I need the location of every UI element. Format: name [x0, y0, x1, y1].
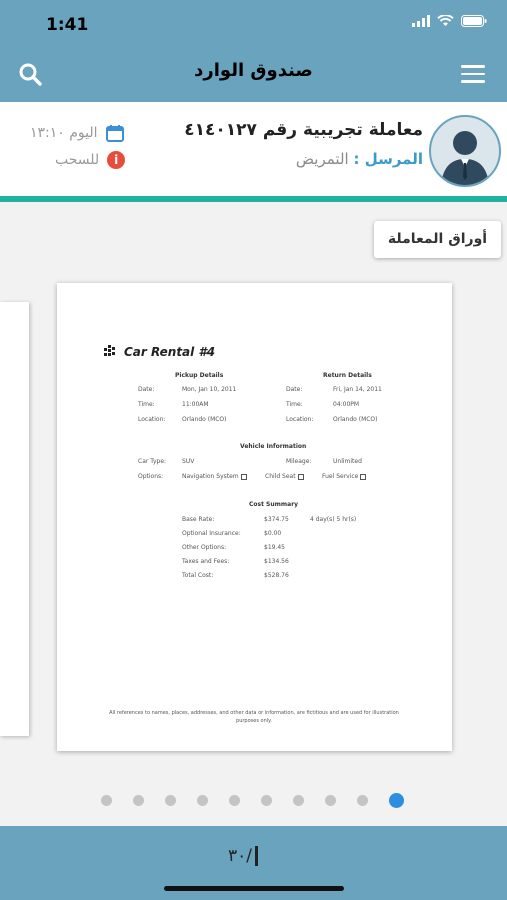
sender-label: المرسل : [353, 150, 423, 168]
pickup-location-label: Location: [138, 416, 166, 423]
taxes-label: Taxes and Fees: [182, 558, 230, 565]
option-navigation: Navigation System [182, 473, 247, 480]
page-dot[interactable] [101, 795, 112, 806]
checkbox-icon [298, 474, 304, 480]
return-location: Orlando (MCO) [333, 416, 378, 423]
status-icons [412, 15, 487, 27]
page-dot[interactable] [261, 795, 272, 806]
pickup-time: 11:00AM [182, 401, 209, 408]
page-dot-active[interactable] [389, 793, 404, 808]
checkbox-icon [241, 474, 247, 480]
page-counter-bar [255, 846, 258, 866]
person-icon [431, 117, 499, 185]
status-time: 1:41 [46, 15, 89, 35]
message-date [30, 124, 124, 142]
page-counter [228, 846, 258, 866]
total-cost-label: Total Cost: [182, 572, 214, 579]
page-dot[interactable] [229, 795, 240, 806]
rental-duration: 4 day(s) 5 hr(s) [310, 516, 357, 523]
wifi-icon [437, 15, 454, 27]
base-rate: $374.75 [264, 516, 289, 523]
mileage: Unlimited [333, 458, 362, 465]
pickup-heading: Pickup Details [175, 372, 224, 379]
insurance-label: Optional Insurance: [182, 530, 241, 537]
return-date: Fri, Jan 14, 2011 [333, 386, 382, 393]
message-status [55, 151, 125, 169]
page-title: صندوق الوارد [194, 60, 313, 81]
calendar-icon [106, 124, 124, 142]
options-label: Options: [138, 473, 164, 480]
sender-avatar [429, 115, 501, 187]
return-location-label: Location: [286, 416, 314, 423]
return-date-label: Date: [286, 386, 303, 393]
pickup-location: Orlando (MCO) [182, 416, 227, 423]
home-indicator[interactable] [164, 886, 344, 891]
cost-heading: Cost Summary [249, 501, 299, 508]
other-options: $19.45 [264, 544, 285, 551]
date-text: اليوم ١٣:١٠ [30, 125, 98, 141]
return-time-label: Time: [286, 401, 303, 408]
vehicle-heading: Vehicle Information [240, 443, 307, 450]
page-dot[interactable] [197, 795, 208, 806]
document-disclaimer: All references to names, places, addresses, and other data or information, are fictitious and are used for illustration purposes only. [109, 710, 399, 724]
total-cost: $528.76 [264, 572, 289, 579]
other-options-label: Other Options: [182, 544, 227, 551]
message-subject[interactable]: معاملة تجريبية رقم ٤١٤٠١٢٧ [184, 120, 423, 140]
transaction-papers-button[interactable]: أوراق المعاملة [374, 221, 501, 258]
car-type-label: Car Type: [138, 458, 167, 465]
sender-row [296, 150, 423, 168]
info-icon: i [107, 151, 125, 169]
page-dot[interactable] [293, 795, 304, 806]
base-rate-label: Base Rate: [182, 516, 215, 523]
mileage-label: Mileage: [286, 458, 312, 465]
pickup-time-label: Time: [138, 401, 155, 408]
battery-icon [461, 15, 487, 27]
insurance: $0.00 [264, 530, 282, 537]
taxes: $134.56 [264, 558, 289, 565]
option-fuel-service: Fuel Service [322, 473, 366, 480]
document-title: Car Rental #4 [124, 345, 216, 359]
pickup-date-label: Date: [138, 386, 155, 393]
return-heading: Return Details [323, 372, 372, 379]
sender-value: التمريض [295, 150, 349, 168]
previous-page-card[interactable] [0, 302, 29, 736]
page-dot[interactable] [325, 795, 336, 806]
menu-icon [461, 65, 485, 83]
signal-icon [412, 15, 430, 27]
car-type: SUV [182, 458, 195, 465]
pickup-date: Mon, Jan 10, 2011 [182, 386, 237, 393]
status-text: للسحب [55, 152, 100, 168]
return-time: 04:00PM [333, 401, 360, 408]
page-dot[interactable] [165, 795, 176, 806]
option-child-seat: Child Seat [265, 473, 304, 480]
car-rental-logo-icon [104, 345, 117, 358]
page-dot[interactable] [133, 795, 144, 806]
header-divider [0, 196, 507, 202]
page-dot[interactable] [357, 795, 368, 806]
menu-button[interactable] [461, 65, 485, 83]
checkbox-icon [360, 474, 366, 480]
page-counter-text: ٣٠/ [228, 846, 252, 866]
